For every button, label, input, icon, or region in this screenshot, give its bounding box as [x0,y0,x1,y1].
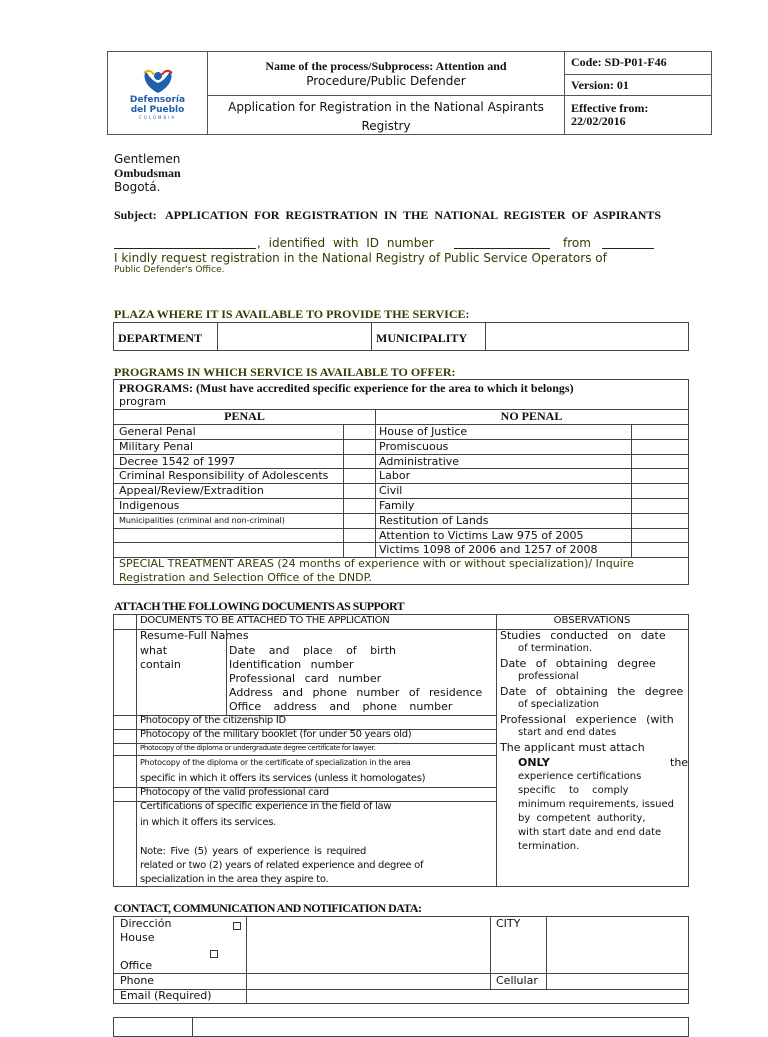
no-penal-program-3: Labor [379,469,411,483]
logo-cell [108,52,208,135]
phone-label: Phone [120,974,155,987]
obs-attach-3: specific to comply [518,785,629,796]
penal-program-checkbox-2[interactable] [343,454,375,469]
contact-table [113,916,689,1004]
penal-program-checkbox-5[interactable] [343,498,375,513]
penal-program-checkbox-0[interactable] [343,424,375,439]
resume-contain: contain [140,658,181,671]
no-penal-program-checkbox-6[interactable] [631,513,688,528]
logo-text-2: del Pueblo [130,104,185,115]
obs-resume-6: Professional experience (with [500,713,674,726]
resume-label: Resume-Full Names [140,629,249,642]
obs-resume-1: of termination. [518,643,593,654]
obs-resume-0: Studies conducted on date [500,629,666,642]
house-checkbox[interactable] [210,950,218,958]
programs-sub: program [119,395,166,408]
penal-program-checkbox-1[interactable] [343,439,375,454]
obs-resume-4: Date of obtaining the degree [500,685,684,698]
no-penal-program-7: Attention to Victims Law 975 of 2005 [379,528,584,542]
penal-program-6: Municipalities (criminal and non-criminal) [119,515,285,525]
programs-title: PROGRAMS: (Must have accredited specific experience for the area to which it belongs) [119,381,574,395]
application-title: Application for Registration in the National Aspirants Registry [228,100,544,133]
no-penal-program-checkbox-1[interactable] [631,439,688,454]
request-text: I kindly request registration in the National Registry of Public Service Operators of [114,251,607,265]
cellular-field[interactable] [547,974,688,989]
no-penal-program-checkbox-8[interactable] [631,542,688,557]
no-penal-program-1: Promiscuous [379,439,449,453]
penal-program-checkbox-8[interactable] [343,542,375,557]
id-number-field[interactable] [454,238,550,249]
email-label: Email (Required) [120,989,212,1002]
no-penal-program-5: Family [379,499,415,512]
attach-table [113,614,689,887]
applicant-name-field[interactable] [114,238,256,249]
resume-item-3: Address and phone number of residence [229,686,483,699]
doc-specialization-1: Photocopy of the diploma or the certificate of specialization in the area [140,758,411,767]
cellular-label: Cellular [496,974,538,987]
document-header [107,51,712,135]
next-table-partial [113,1017,689,1037]
obs-resume-2: Date of obtaining degree [500,657,656,670]
application-title-cell [208,96,565,135]
no-penal-program-0: House of Justice [379,425,468,438]
doc-specialization-2: specific in which it offers its services (unless it homologates) [140,773,426,784]
identified-text: , identified with ID number [257,236,434,250]
penal-program-checkbox-4[interactable] [343,483,375,498]
subject-label: Subject: [114,208,157,222]
salutation-city: Bogotá. [114,180,161,194]
resume-item-2: Professional card number [229,672,382,685]
no-penal-program-checkbox-0[interactable] [631,424,688,439]
doc-certifications-2: in which it offers its services. [140,817,276,828]
plaza-table [113,322,689,351]
department-label: DEPARTMENT [118,331,203,345]
resume-item-4: Office address and phone number [229,700,453,713]
penal-program-checkbox-3[interactable] [343,468,375,483]
process-name-cell [208,52,565,96]
city-field[interactable] [547,917,688,973]
doc-military: Photocopy of the military booklet (for under 50 years old) [140,729,412,740]
id-origin-field[interactable] [602,238,654,249]
penal-program-5: Indigenous [119,499,180,512]
no-penal-program-checkbox-4[interactable] [631,483,688,498]
process-line-1: Name of the process/Subprocess: Attention and [265,59,507,73]
salutation-ombudsman: Ombudsman [114,166,181,180]
request-office-text: Public Defender's Office. [114,265,225,275]
resume-item-0: Date and place of birth [229,644,397,657]
special-areas-line1: SPECIAL TREATMENT AREAS (24 months of experience with or without specialization)/ Inquire [119,557,634,570]
code-version-cell [565,52,712,96]
obs-attach-2: experience certifications [518,771,642,782]
no-penal-program-6: Restitution of Lands [379,513,489,527]
effective-cell [565,96,712,135]
municipality-label: MUNICIPALITY [376,331,468,345]
obs-attach-6: with start date and end date [518,827,662,838]
logo-text-1: Defensoría [129,94,186,105]
no-penal-header: NO PENAL [500,409,563,423]
no-penal-program-8: Victims 1098 of 2006 and 1257 of 2008 [379,543,598,557]
penal-program-checkbox-6[interactable] [343,513,375,528]
resume-what: what [140,644,168,657]
process-line-2: Procedure/Public Defender [306,74,466,88]
no-penal-program-4: Civil [379,484,403,498]
obs-attach-7: termination. [518,841,580,852]
direccion-label: Dirección [120,917,172,930]
obs-attach-4: minimum requirements, issued [518,799,674,810]
penal-program-4: Appeal/Review/Extradition [119,484,264,498]
obs-resume-7: start and end dates [518,727,617,738]
penal-program-0: General Penal [119,425,196,438]
col-docs-header: DOCUMENTS TO BE ATTACHED TO THE APPLICATION [140,615,390,626]
defensoria-logo-icon [138,67,178,95]
address-field[interactable] [247,917,490,973]
no-penal-program-2: Administrative [379,454,460,468]
plaza-heading: PLAZA WHERE IT IS AVAILABLE TO PROVIDE THE SERVICE: [114,307,470,321]
no-penal-program-checkbox-2[interactable] [631,454,688,469]
form-version: Version: 01 [571,78,629,92]
from-text: from [563,236,591,250]
note-line-3: specialization in the area they aspire to. [140,874,329,885]
contact-heading: CONTACT, COMMUNICATION AND NOTIFICATION DATA: [114,901,422,915]
email-field[interactable] [247,989,688,1004]
direccion-checkbox[interactable] [233,922,241,930]
programs-heading: PROGRAMS IN WHICH SERVICE IS AVAILABLE TO OFFER: [114,365,456,379]
phone-field[interactable] [247,974,490,989]
no-penal-program-checkbox-5[interactable] [631,498,688,513]
col-obs-header: OBSERVATIONS [553,615,631,626]
doc-professional-card: Photocopy of the valid professional card [140,787,329,798]
doc-certifications-1: Certifications of specific experience in the field of law [140,801,392,812]
obs-attach-1: The applicant must attach [500,741,645,754]
programs-table [113,379,689,585]
department-field[interactable] [218,323,372,351]
note-line-2: related or two (2) years of related experience and degree of [140,860,424,871]
note-line-1: Note: Five (5) years of experience is required [140,846,367,857]
penal-program-checkbox-7[interactable] [343,528,375,543]
no-penal-program-checkbox-7[interactable] [631,528,688,543]
subject-text: APPLICATION FOR REGISTRATION IN THE NATIONAL REGISTER OF ASPIRANTS [165,208,662,222]
obs-only: ONLY [518,756,550,769]
obs-resume-3: professional [518,671,579,682]
resume-item-1: Identification number [229,658,354,671]
obs-resume-5: of specialization [518,699,600,710]
obs-attach-5: by competent authority, [518,813,646,824]
attach-heading: ATTACH THE FOLLOWING DOCUMENTS AS SUPPORT [114,599,405,613]
municipality-field[interactable] [486,323,689,351]
logo-text-3: COLOMBIA [138,114,177,120]
penal-program-2: Decree 1542 of 1997 [119,454,236,468]
effective-date: 22/02/2016 [571,114,626,128]
special-areas-line2: Registration and Selection Office of the DNDP. [119,571,373,584]
salutation-gentlemen: Gentlemen [114,152,181,166]
city-label: CITY [496,917,521,930]
office-label: Office [120,959,153,972]
penal-header: PENAL [224,409,265,423]
obs-the: the [670,756,689,769]
effective-label: Effective from: [571,101,649,115]
form-code: Code: SD-P01-F46 [565,52,711,75]
house-label: House [120,931,155,944]
doc-citizenship: Photocopy of the citizenship ID [140,715,286,726]
doc-diploma: Photocopy of the diploma or undergraduate degree certificate for lawyer. [140,744,376,752]
penal-program-3: Criminal Responsibility of Adolescents [119,469,329,483]
no-penal-program-checkbox-3[interactable] [631,468,688,483]
penal-program-1: Military Penal [119,439,194,453]
